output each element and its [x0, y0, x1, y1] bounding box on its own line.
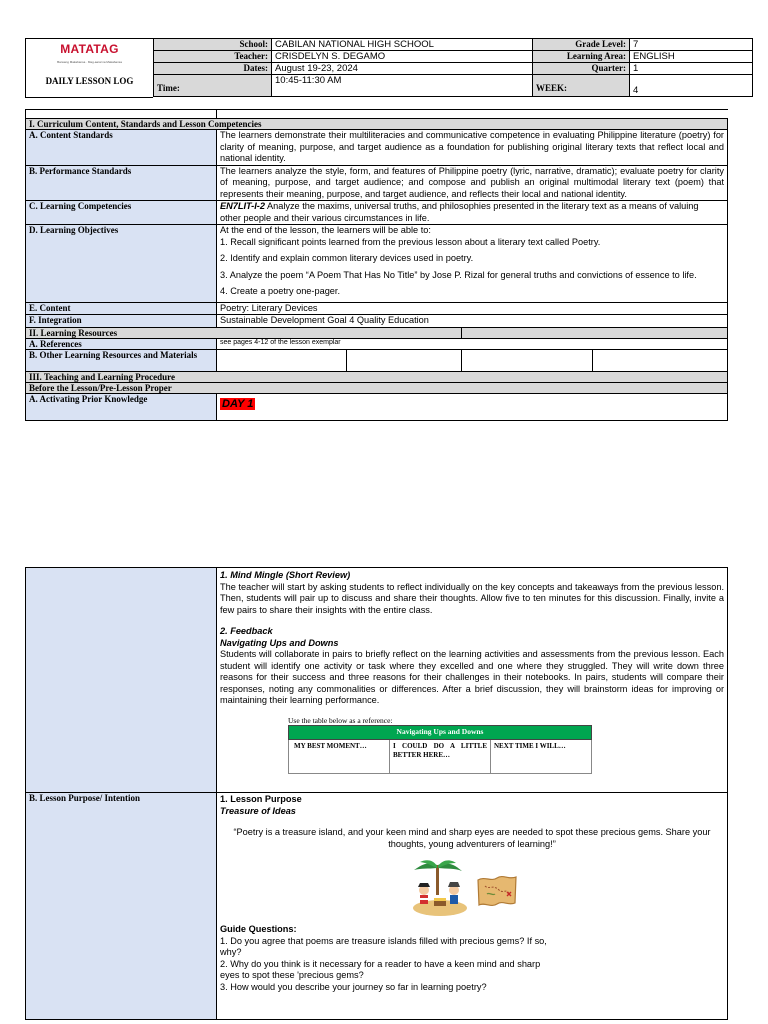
- competency-text-2: other people and their various circumstances in life.: [220, 212, 430, 223]
- mind-mingle-title: 1. Mind Mingle (Short Review): [220, 570, 351, 580]
- lesson-purpose-label: B. Lesson Purpose/ Intention: [29, 793, 141, 803]
- teacher-value: CRISDELYN S. DEGAMO: [275, 51, 386, 62]
- guide-question: 3. How would you describe your journey so far in learning poetry?: [220, 981, 487, 992]
- guide-question: 1. Do you agree that poems are treasure islands filled with precious gems? If so,: [220, 935, 547, 946]
- table-note: Use the table below as a reference:: [288, 715, 393, 725]
- table-col-best: MY BEST MOMENT…: [289, 739, 390, 773]
- feedback-text: Students will collaborate in pairs to briefly reflect on the learning activities and assessments from the previous lesson. Each student will identify one activity or task where they excelled and one where they struggled. They will write down three reasons for their success and three reasons for their challenges in their notebooks. In pairs, students will compare their responses, noting any commonalities or differences. After a brief discussion, they will brainstorm ideas for improving or maintaining their learning performance.: [220, 649, 724, 705]
- before-lesson-title: Before the Lesson/Pre-Lesson Proper: [29, 382, 172, 393]
- guide-questions-title: Guide Questions:: [220, 924, 297, 934]
- competency-text: Analyze the maxims, universal truths, and philosophies presented in the literary text as a means of valuing: [264, 201, 699, 211]
- dates-label: Dates:: [243, 63, 268, 73]
- lesson-table-page-2: [25, 567, 728, 1020]
- ups-downs-table-title: Navigating Ups and Downs: [289, 725, 592, 739]
- performance-standards-text: The learners analyze the style, form, and features of Philippine poetry (lyric, narrative, dramatic); evaluate poetry for clarity of meaning, purpose, and target audience; and compose and publish an original multimodal literary text (poem) that represents their meaning, purpose, and target audience, and reflects their local and national identity.: [220, 165, 724, 199]
- objective-item: 1. Recall significant points learned from the previous lesson about a literary text called Poetry.: [220, 236, 601, 247]
- school-value: CABILAN NATIONAL HIGH SCHOOL: [275, 39, 434, 50]
- grade-value: 7: [633, 39, 639, 50]
- curriculum-section-title: I. Curriculum Content, Standards and Lesson Competencies: [29, 119, 262, 129]
- matatag-logo: MATATAG: [60, 42, 119, 56]
- time-value: 10:45-11:30 AM: [275, 75, 342, 86]
- references-value: see pages 4-12 of the lesson exemplar: [220, 338, 341, 346]
- school-label: School:: [239, 39, 268, 49]
- lesson-purpose-title: 1. Lesson Purpose: [220, 794, 302, 804]
- integration-value: Sustainable Development Goal 4 Quality Education: [220, 315, 429, 325]
- grade-label: Grade Level:: [575, 39, 626, 49]
- table-col-next: NEXT TIME I WILL…: [491, 739, 592, 773]
- area-value: ENGLISH: [633, 51, 675, 62]
- objectives-intro: At the end of the lesson, the learners will be able to:: [220, 225, 431, 235]
- integration-label: F. Integration: [29, 315, 82, 325]
- procedure-section-title: III. Teaching and Learning Procedure: [29, 371, 175, 382]
- content-standards-label: A. Content Standards: [29, 130, 113, 140]
- logo-block: [25, 38, 153, 98]
- day-badge: DAY 1: [222, 397, 254, 410]
- guide-question: eyes to spot these 'precious gems?: [220, 970, 364, 980]
- other-resources-label: B. Other Learning Resources and Materials: [29, 349, 198, 360]
- content-value: Poetry: Literary Devices: [220, 302, 318, 313]
- quarter-label: Quarter:: [591, 63, 626, 73]
- objective-item: 3. Analyze the poem “A Poem That Has No Title” by Jose P. Rizal for general truths and convictions of essence to life.: [220, 269, 697, 280]
- content-standards-text: The learners demonstrate their multiliteracies and communicative competence in evaluating Philippine literature (poetry) for clarity of meaning, purpose, and target audience as a foundation for publishing original literary texts that reflect local and national identity.: [220, 130, 724, 163]
- feedback-subtitle: Navigating Ups and Downs: [220, 637, 339, 648]
- objectives-label: D. Learning Objectives: [29, 225, 119, 235]
- performance-standards-label: B. Performance Standards: [29, 165, 132, 176]
- lesson-table: [25, 109, 728, 421]
- guide-question: 2. Why do you think is it necessary for a reader to have a keen mind and sharp: [220, 958, 541, 969]
- competencies-label: C. Learning Competencies: [29, 201, 132, 211]
- week-label: WEEK:: [536, 83, 568, 93]
- mind-mingle-text: The teacher will start by asking students to reflect individually on the key concepts and takeaways from the previous lesson. Then, students will pair up to discuss and share their thoughts. Allow five to ten minutes for this discussion. Finally, invite a few pairs to share their insights with the entire class.: [220, 581, 724, 615]
- objective-item: 2. Identify and explain common literary devices used in poetry.: [220, 253, 474, 263]
- daily-lesson-log-title: DAILY LESSON LOG: [45, 76, 134, 86]
- resources-section-title: II. Learning Resources: [29, 327, 118, 338]
- competency-code: EN7LIT-I-2: [220, 201, 265, 211]
- references-label: A. References: [29, 338, 82, 349]
- treasure-quote: “Poetry is a treasure island, and your keen mind and sharp eyes are needed to spot these precious gems. Share your thoughts, young adventurers of learning!”: [233, 827, 711, 849]
- guide-question: why?: [220, 947, 242, 957]
- content-label: E. Content: [29, 302, 71, 313]
- time-label: Time:: [157, 83, 180, 93]
- header-table: [153, 38, 753, 97]
- quarter-value: 1: [633, 63, 639, 74]
- area-label: Learning Area:: [566, 51, 626, 61]
- week-value: 4: [633, 85, 639, 96]
- pirate-treasure-illustration: [410, 860, 470, 918]
- ups-downs-table: [288, 725, 592, 774]
- dates-value: August 19-23, 2024: [275, 63, 358, 74]
- treasure-map-illustration: [475, 874, 519, 908]
- feedback-title: 2. Feedback: [220, 626, 273, 636]
- teacher-label: Teacher:: [234, 51, 268, 61]
- table-col-better: I COULD DO A LITTLE BETTER HERE…: [390, 739, 491, 773]
- activating-label: A. Activating Prior Knowledge: [29, 393, 148, 404]
- lesson-purpose-subtitle: Treasure of Ideas: [220, 805, 296, 816]
- objective-item: 4. Create a poetry one-pager.: [220, 286, 341, 296]
- logo-tagline: Bansang Makabansa · Mag-aaral na Makabansa: [57, 60, 122, 64]
